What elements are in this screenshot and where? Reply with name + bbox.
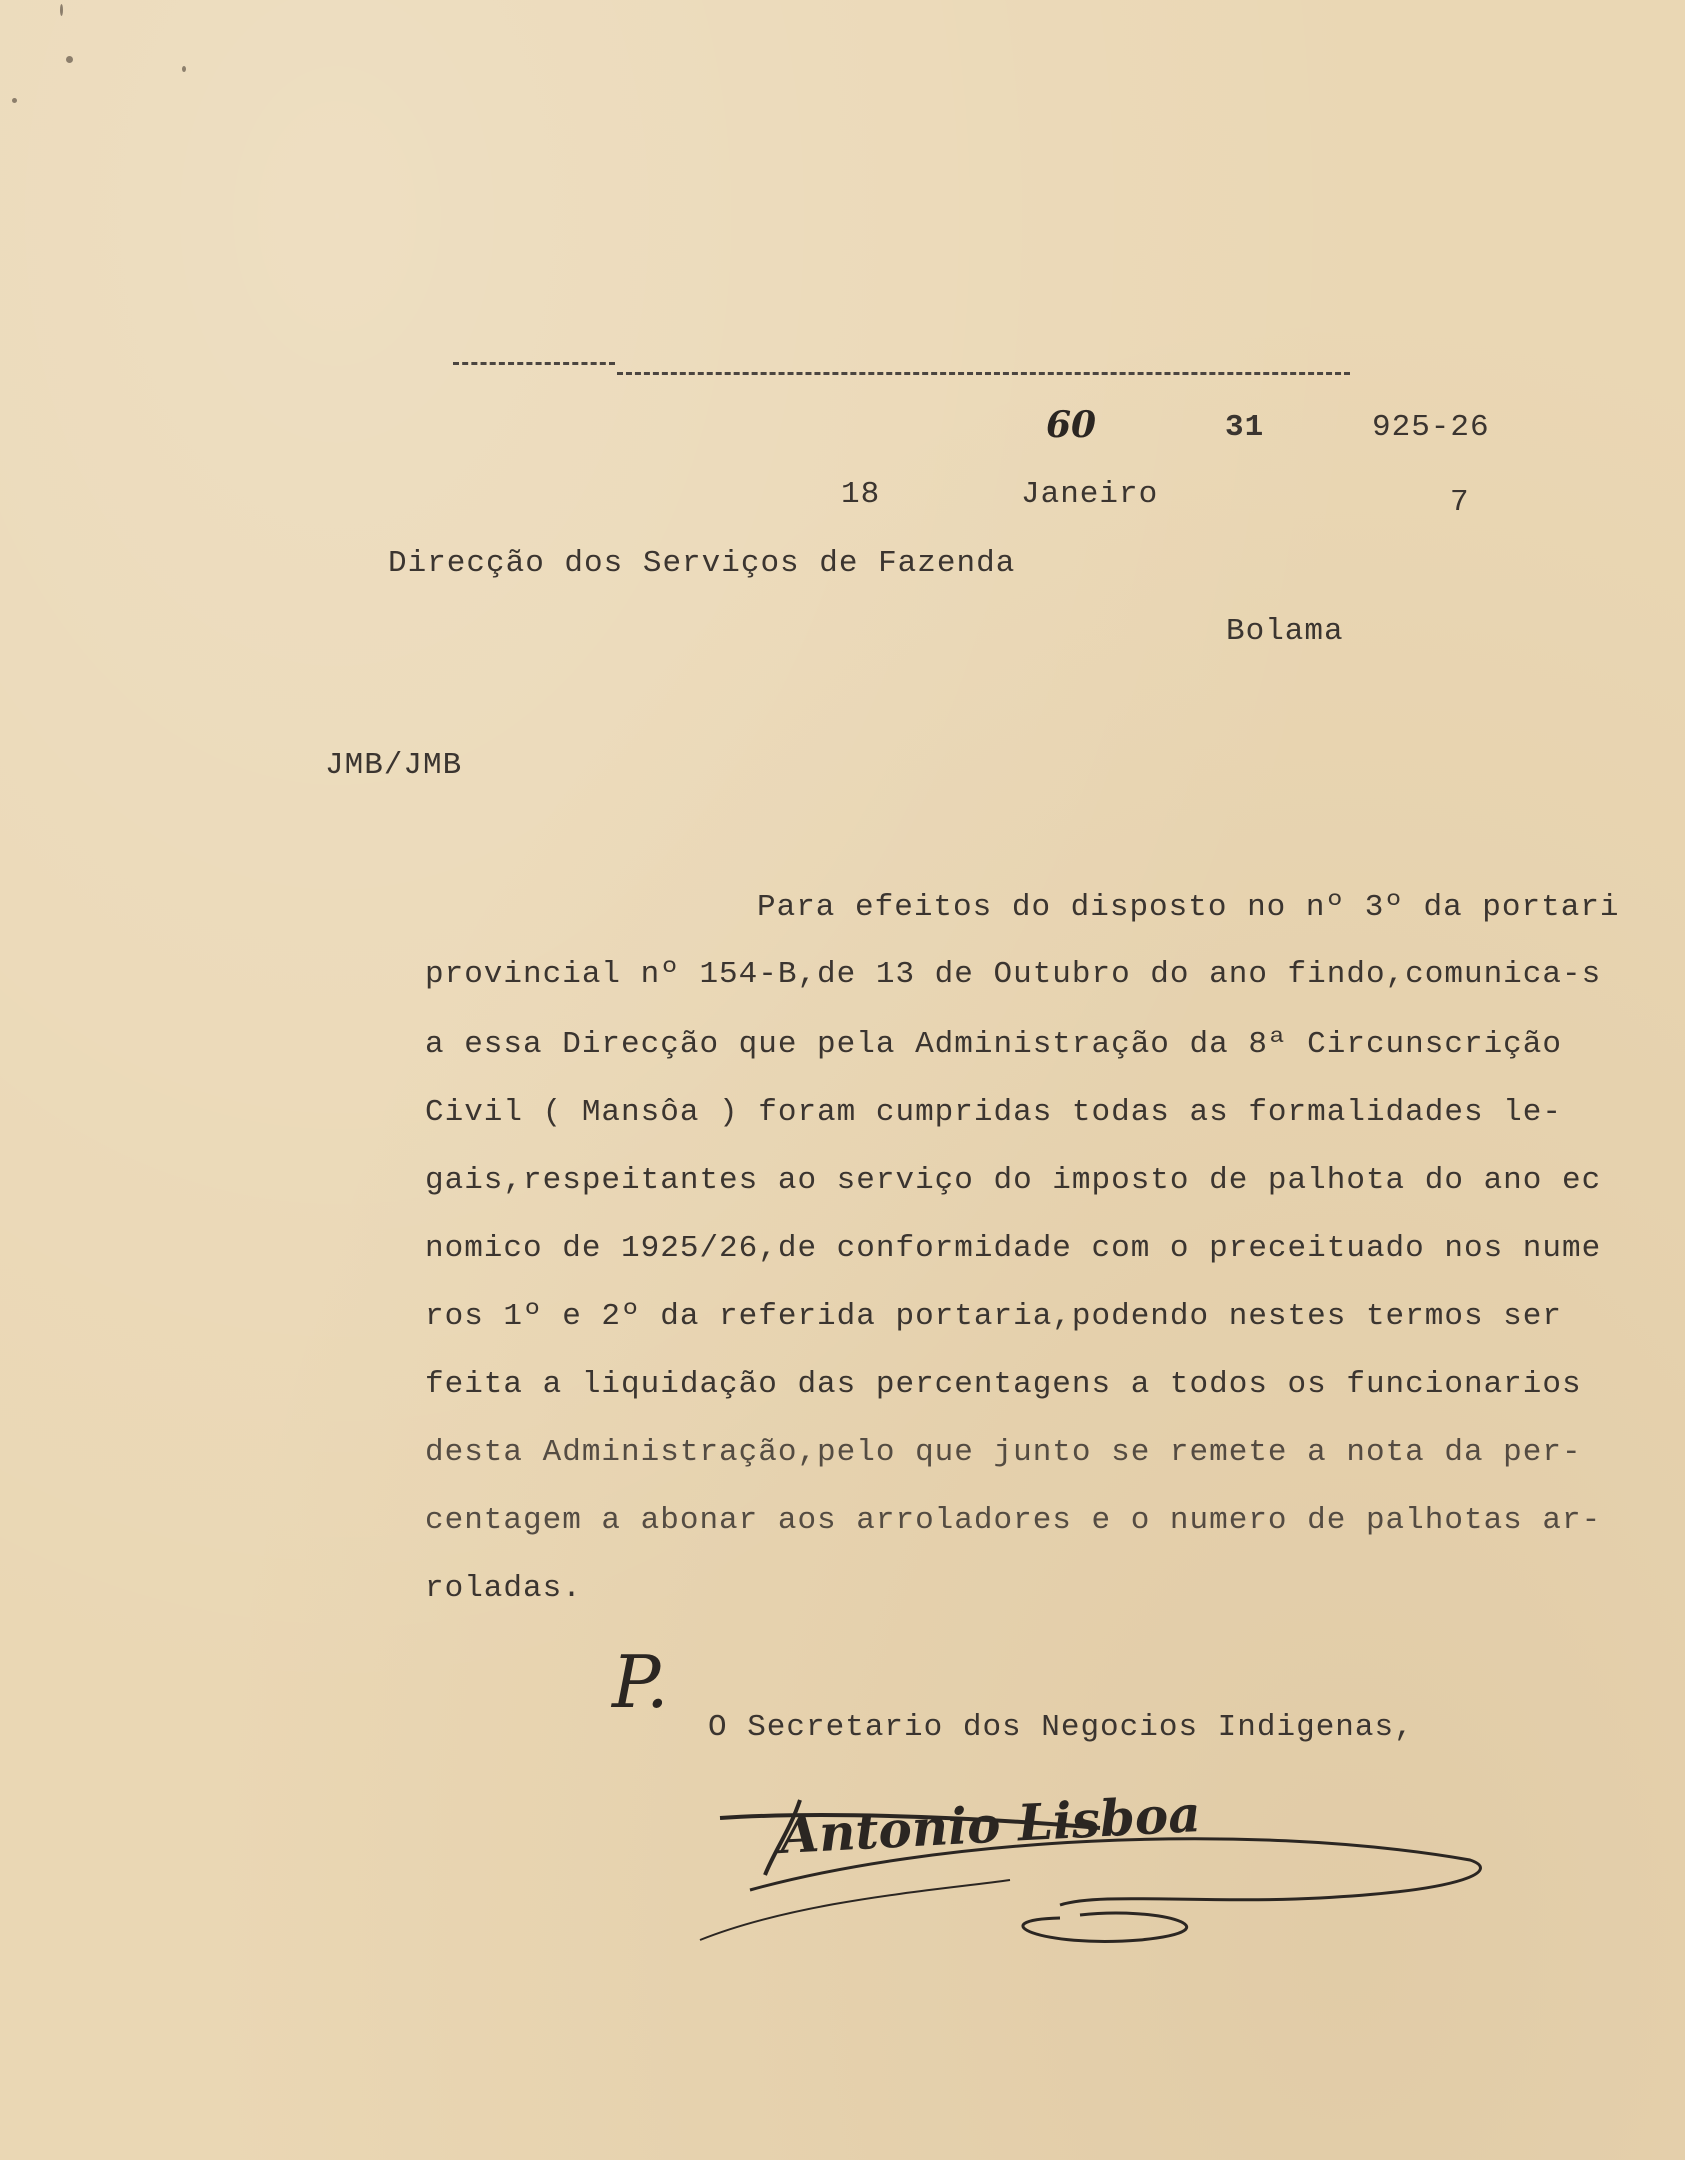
ink-smudge bbox=[182, 66, 186, 72]
signature-initials: P. bbox=[612, 1640, 669, 1724]
addressee-name: Direcção dos Serviços de Fazenda bbox=[388, 546, 1016, 581]
body-line: centagem a abonar aos arroladores e o numero de palhotas ar- bbox=[425, 1503, 1602, 1538]
signatory-title: O Secretario dos Negocios Indigenas, bbox=[708, 1710, 1414, 1745]
reference-code: JMB/JMB bbox=[325, 748, 463, 783]
signature-stroke bbox=[700, 1880, 1010, 1940]
date-day: 18 bbox=[841, 477, 881, 512]
body-line: desta Administração,pelo que junto se remete a nota da per- bbox=[425, 1435, 1582, 1470]
body-line: ros 1º e 2º da referida portaria,podendo nestes termos ser bbox=[425, 1299, 1562, 1334]
body-line: Para efeitos do disposto no nº 3º da portari bbox=[757, 890, 1620, 925]
ink-smudge bbox=[12, 98, 17, 103]
body-line: gais,respeitantes ao serviço do imposto de palhota do ano ec bbox=[425, 1163, 1602, 1198]
body-line: roladas. bbox=[425, 1571, 582, 1606]
signature-name: Antonio Lisboa bbox=[778, 1784, 1202, 1865]
body-line: Civil ( Mansôa ) foram cumpridas todas as formalidades le- bbox=[425, 1095, 1562, 1130]
body-line: provincial nº 154-B,de 13 de Outubro do ano findo,comunica-s bbox=[425, 957, 1602, 992]
date-year-digit: 7 bbox=[1450, 485, 1470, 520]
body-line: feita a liquidação das percentagens a todos os funcionarios bbox=[425, 1367, 1582, 1402]
body-line: nomico de 1925/26,de conformidade com o preceituado nos nume bbox=[425, 1231, 1602, 1266]
ink-smudge bbox=[60, 4, 63, 16]
fiscal-year: 925-26 bbox=[1372, 410, 1490, 445]
ink-smudge bbox=[66, 56, 73, 63]
body-line: a essa Direcção que pela Administração da 8ª Circunscrição bbox=[425, 1027, 1562, 1062]
handwritten-number: 60 bbox=[1046, 404, 1097, 446]
date-month: Janeiro bbox=[1021, 477, 1159, 512]
header-rule-left bbox=[453, 362, 615, 365]
register-number: 31 bbox=[1225, 410, 1265, 445]
addressee-place: Bolama bbox=[1226, 614, 1344, 649]
signature-stroke bbox=[1023, 1913, 1187, 1941]
header-rule-right bbox=[617, 372, 1350, 375]
